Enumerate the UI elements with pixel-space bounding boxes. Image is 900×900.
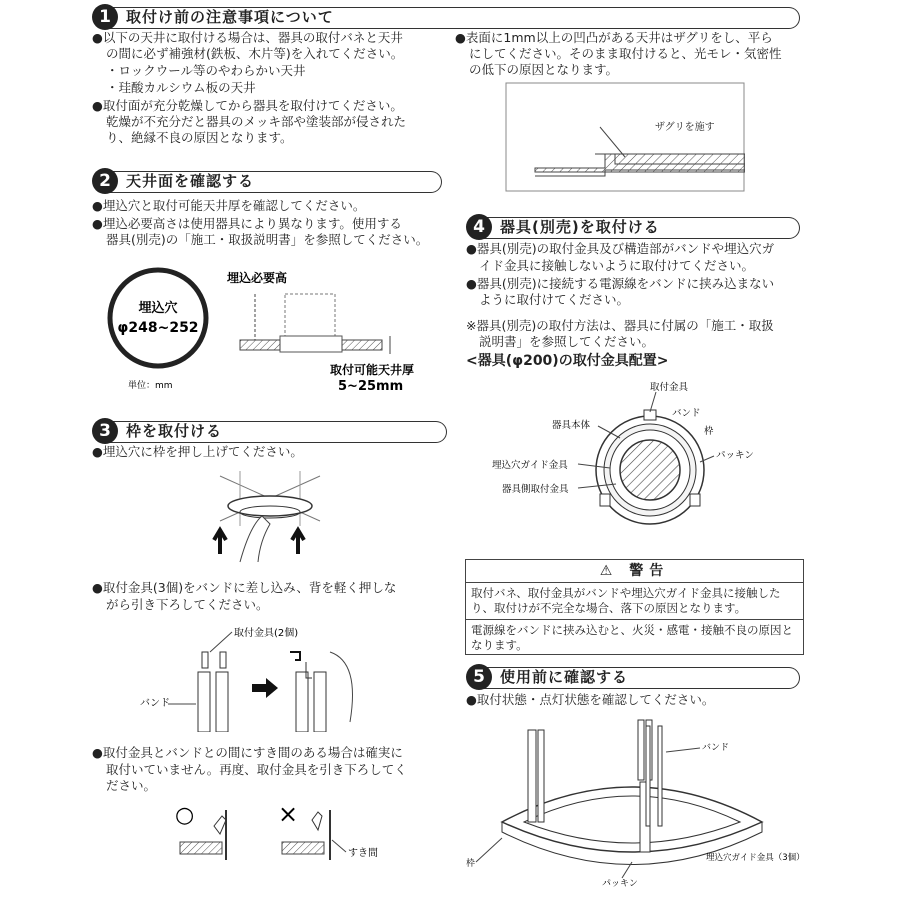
- s3-text-line: がら引き下ろしてください。: [106, 597, 269, 612]
- packing-label: パッキン: [716, 450, 754, 461]
- frame-label: 枠: [704, 426, 714, 437]
- hole-size: φ248~252: [117, 320, 199, 336]
- warning-box: [465, 559, 804, 655]
- section-3-header: [92, 418, 447, 444]
- warning-text-line: 電源線をバンドに挟み込むと、火災・感電・接触不良の原因と: [471, 623, 793, 637]
- installed-frame-diagram: [462, 712, 822, 892]
- s4-text-line: ●器具(別売)に接続する電源線をバンドに挟み込まない: [466, 276, 775, 291]
- frame-push-diagram: [200, 466, 340, 566]
- gap-label: すき間: [348, 848, 378, 859]
- warning-paragraph: [466, 619, 803, 656]
- warning-text-line: なります。: [471, 638, 528, 652]
- section-number: 1: [92, 4, 118, 30]
- band-label: バンド: [672, 408, 701, 419]
- fitting-layout-diagram: [480, 376, 780, 536]
- side-fitting-label: 器具側取付金具: [502, 484, 569, 495]
- fitting-label: 取付金具(2個): [234, 628, 299, 639]
- section-number: 5: [466, 664, 492, 690]
- warning-paragraph: [466, 583, 803, 619]
- s5-text-line: ●取付状態・点灯状態を確認してください。: [466, 692, 715, 707]
- s3-text-line: 取付いていません。再度、取付金具を引き下ろしてく: [106, 762, 407, 777]
- hole-diagram: [100, 262, 450, 402]
- section-title: 器具(別売)を取付ける: [500, 218, 660, 236]
- s1-right-text-line: にしてください。そのまま取付けると、光モレ・気密性: [469, 46, 782, 61]
- zaguri-diagram: [505, 82, 745, 192]
- s1-text-line: り、絶縁不良の原因となります。: [106, 130, 293, 145]
- s4-text-line: イド金具に接触しないように取付けてください。: [479, 258, 755, 273]
- band-label: バンド: [140, 698, 170, 709]
- s3-text-line: ●取付金具(3個)をバンドに差し込み、背を軽く押しな: [92, 580, 397, 595]
- s1-right-text-line: の低下の原因となります。: [469, 62, 619, 77]
- section-5-header: [466, 664, 800, 690]
- warning-text-line: り、取付けが不完全な場合、落下の原因となります。: [471, 601, 747, 615]
- section-2-header: [92, 168, 442, 194]
- s3-text-line: ●埋込穴に枠を押し上げてください。: [92, 444, 303, 459]
- fitting-insert-diagram: [140, 622, 370, 732]
- frame-label: 枠: [466, 859, 476, 869]
- band-label: バンド: [702, 743, 730, 753]
- section-title: 使用前に確認する: [500, 668, 629, 686]
- s2-text-line: 器具(別売)の「施工・取扱説明書」を参照してください。: [106, 232, 429, 247]
- section-title: 天井面を確認する: [126, 172, 255, 190]
- s1-text-line: ●以下の天井に取付ける場合は、器具の取付バネと天井: [92, 30, 403, 45]
- s1-text-line: ・珪酸カルシウム板の天井: [106, 80, 256, 95]
- s4-text-line: ※器具(別売)の取付方法は、器具に付属の「施工・取扱: [466, 318, 774, 333]
- s2-text-line: ●埋込必要高さは使用器具により異なります。使用する: [92, 216, 402, 231]
- body-label: 器具本体: [552, 420, 591, 431]
- s4-text-line: ●器具(別売)の取付金具及び構造部がバンドや埋込穴ガ: [466, 241, 775, 256]
- ng-mark: ×: [278, 800, 299, 828]
- fitting-label: 取付金具: [650, 382, 689, 393]
- s1-text-line: の間に必ず補強材(鉄板、木片等)を入れてください。: [106, 46, 404, 61]
- ok-mark: ○: [175, 803, 195, 828]
- hole-label: 埋込穴: [138, 301, 178, 316]
- thick-value: 5~25mm: [338, 379, 404, 394]
- section-title: 枠を取付ける: [126, 422, 223, 440]
- section-number: 3: [92, 418, 118, 444]
- unit-label: 単位：mm: [128, 381, 173, 391]
- s4-text-line: ように取付けてください。: [479, 292, 630, 307]
- packing-label: パッキン: [602, 879, 638, 889]
- s1-right-text-line: ●表面に1mm以上の凹凸がある天井はザグリをし、平ら: [455, 30, 773, 45]
- zaguri-label: ザグリを施す: [655, 122, 715, 133]
- warning-title: ⚠ 警告: [466, 560, 803, 583]
- layout-title: <器具(φ200)の取付金具配置>: [466, 353, 669, 369]
- height-label: 埋込必要高: [227, 271, 288, 285]
- thick-label: 取付可能天井厚: [330, 363, 415, 377]
- s1-text-line: ●取付面が充分乾燥してから器具を取付けてください。: [92, 98, 403, 113]
- section-1-header: [92, 4, 800, 30]
- section-number: 2: [92, 168, 118, 194]
- guide-label: 埋込穴ガイド金具（3個）: [706, 853, 805, 863]
- section-number: 4: [466, 214, 492, 240]
- s4-text-line: 説明書」を参照してください。: [479, 334, 655, 349]
- guide-label: 埋込穴ガイド金具: [492, 460, 568, 471]
- s1-text-line: ・ロックウール等のやわらかい天井: [106, 63, 306, 78]
- s2-text-line: ●埋込穴と取付可能天井厚を確認してください。: [92, 198, 366, 213]
- s3-text-line: ださい。: [106, 778, 157, 793]
- gap-check-diagram: [170, 800, 410, 870]
- s1-text-line: 乾燥が不充分だと器具のメッキ部や塗装部が侵された: [106, 114, 407, 129]
- warning-text-line: 取付バネ、取付金具がバンドや埋込穴ガイド金具に接触した: [471, 586, 781, 600]
- section-4-header: [466, 214, 800, 240]
- s3-text-line: ●取付金具とバンドとの間にすき間のある場合は確実に: [92, 745, 403, 760]
- section-title: 取付け前の注意事項について: [126, 8, 334, 26]
